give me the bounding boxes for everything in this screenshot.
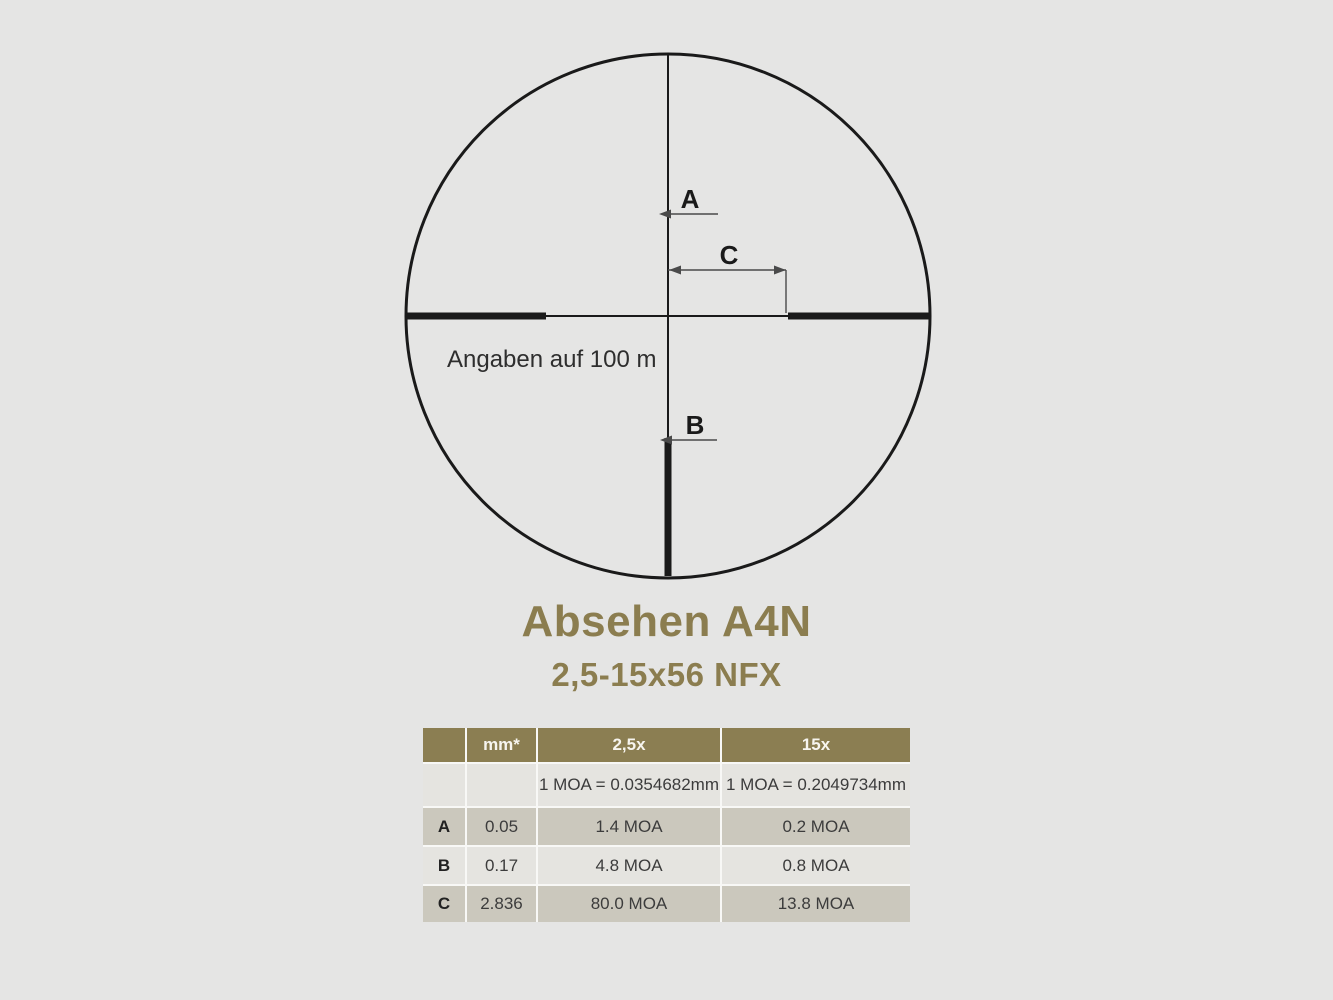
row-c-letter: C (423, 886, 465, 922)
table-header-empty (423, 728, 465, 762)
page-title: Absehen A4N (521, 597, 812, 646)
distance-annotation: Angaben auf 100 m (447, 346, 657, 373)
title-block (0, 598, 1333, 695)
row-c-mm: 2.836 (467, 886, 536, 922)
row-a-letter: A (423, 808, 465, 845)
table-header-mm: mm* (467, 728, 536, 762)
row-b-letter: B (423, 847, 465, 884)
row-b-moa-15x: 0.8 MOA (722, 847, 910, 884)
row-a-moa-2-5x: 1.4 MOA (538, 808, 720, 845)
spec-table (423, 728, 910, 922)
row-b-moa-2-5x: 4.8 MOA (538, 847, 720, 884)
dim-label-c: C (719, 240, 739, 270)
row-c-moa-2-5x: 80.0 MOA (538, 886, 720, 922)
row-a-mm: 0.05 (467, 808, 536, 845)
moa-note-15x: 1 MOA = 0.2049734mm (722, 764, 910, 806)
table-header-15x: 15x (722, 728, 910, 762)
table-cell-empty (467, 764, 536, 806)
row-c-moa-15x: 13.8 MOA (722, 886, 910, 922)
moa-note-2-5x: 1 MOA = 0.0354682mm (538, 764, 720, 806)
table-header-2-5x: 2,5x (538, 728, 720, 762)
dim-a-arrow-icon (659, 210, 671, 219)
table-cell-empty (423, 764, 465, 806)
row-a-moa-15x: 0.2 MOA (722, 808, 910, 845)
dim-c-arrow-left-icon (669, 266, 681, 275)
dim-label-b: B (685, 410, 705, 440)
row-b-mm: 0.17 (467, 847, 536, 884)
dim-c-arrow-right-icon (774, 266, 786, 275)
dim-label-a: A (680, 184, 700, 214)
page-subtitle: 2,5-15x56 NFX (551, 656, 782, 694)
